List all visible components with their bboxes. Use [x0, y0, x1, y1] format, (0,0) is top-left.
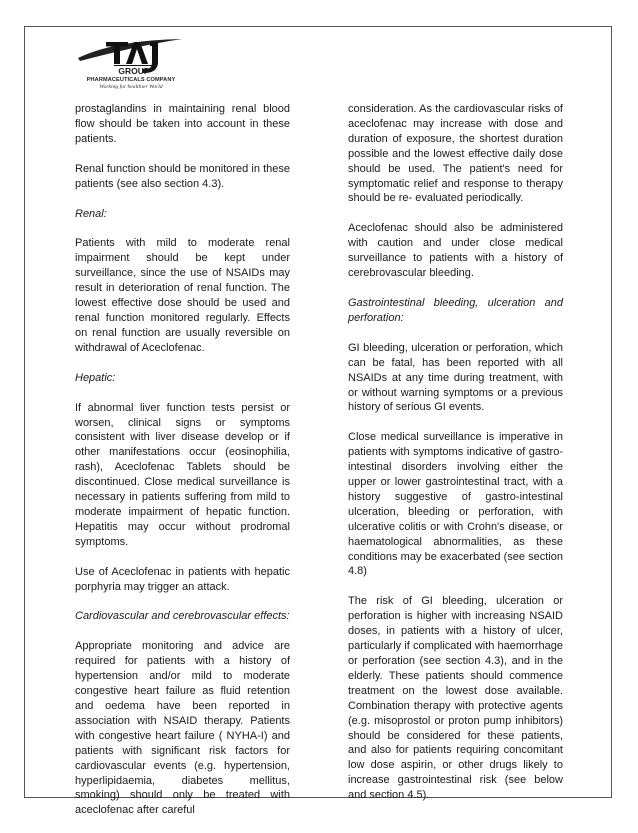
logo-tagline-text: Working for healthier World	[99, 84, 163, 90]
paragraph: Appropriate monitoring and advice are required for patients with a history of hypertension and/or mild to moderate congestive heart failure as fluid retention and oedema have been reported in association with NSAID therapy. Patients with congestive heart failure ( NYHA-I) and patients with significant risk factors for cardiovascular events (e.g. hypertension, hyperlipidaemia, diabetes mellitus, smoking) should only be treated with aceclofenac after careful	[75, 640, 290, 817]
section-heading-cardiovascular: Cardiovascular and cerebrovascular effects:	[75, 610, 290, 623]
section-heading-gastrointestinal: Gastrointestinal bleeding, ulceration and perforation:	[348, 296, 563, 324]
company-logo	[76, 36, 186, 94]
paragraph: GI bleeding, ulceration or perforation, which can be fatal, has been reported with all NSAIDs at any time during treatment, with or without warning symptoms or a previous history of serious GI events.	[348, 341, 563, 414]
paragraph: Patients with mild to moderate renal impairment should be kept under surveillance, since the use of NSAIDs may result in deterioration of renal function. The lowest effective dose should be used and renal function monitored regularly. Effects on renal function are usually reversible on withdrawal of Aceclofenac.	[75, 237, 290, 354]
logo-company-text: PHARMACEUTICALS COMPANY	[86, 77, 176, 83]
paragraph: The risk of GI bleeding, ulceration or perforation is higher with increasing NSAID doses, in patients with a history of ulcer, particularly if complicated with haemorrhage or perforation (see section 4.3), and in the elderly. These patients should commence treatment on the lowest dose available. Combination therapy with protective agents (e.g. misoprostol or proton pump inhibitors) should be considered for these patients, and also for patients requiring concomitant low dose aspirin, or other drugs likely to increase gastrointestinal risk (see below and section 4.5).	[348, 595, 563, 802]
paragraph: Aceclofenac should also be administered with caution and under close medical surveillance to patients with a history of cerebrovascular bleeding.	[348, 222, 563, 280]
section-heading-renal: Renal:	[75, 207, 107, 220]
paragraph: Renal function should be monitored in these patients (see also section 4.3).	[75, 162, 290, 190]
paragraph: prostaglandins in maintaining renal blood flow should be taken into account in these patients.	[75, 103, 290, 145]
paragraph: If abnormal liver function tests persist or worsen, clinical signs or symptoms consistent with liver disease develop or if other manifestations occur (eosinophilia, rash), Aceclofenac Tablets should be discontinued. Close medical surveillance is necessary in patients suffering from mild to moderate impairment of hepatic function. Hepatitis may occur without prodromal symptoms.	[75, 401, 290, 548]
left-column	[75, 102, 290, 833]
paragraph: consideration. As the cardiovascular risks of aceclofenac may increase with dose and duration of exposure, the shortest duration possible and the lowest effective daily dose should be used. The patient's need for symptomatic relief and response to therapy should be re- evaluated periodically.	[348, 103, 563, 205]
section-heading-hepatic: Hepatic:	[75, 371, 116, 384]
paragraph: Close medical surveillance is imperative in patients with symptoms indicative of gastro-intestinal disorders involving either the upper or lower gastrointestinal tract, with a history suggestive of gastro-intestinal ulceration, bleeding or perforation, with ulcerative colitis or with Crohn's disease, or haematological abnormalities, as these conditions may be exacerbated (see section 4.8)	[348, 431, 563, 578]
right-column	[348, 102, 563, 818]
paragraph: Use of Aceclofenac in patients with hepatic porphyria may trigger an attack.	[75, 565, 290, 593]
logo-group-text: GROUP	[118, 66, 150, 76]
